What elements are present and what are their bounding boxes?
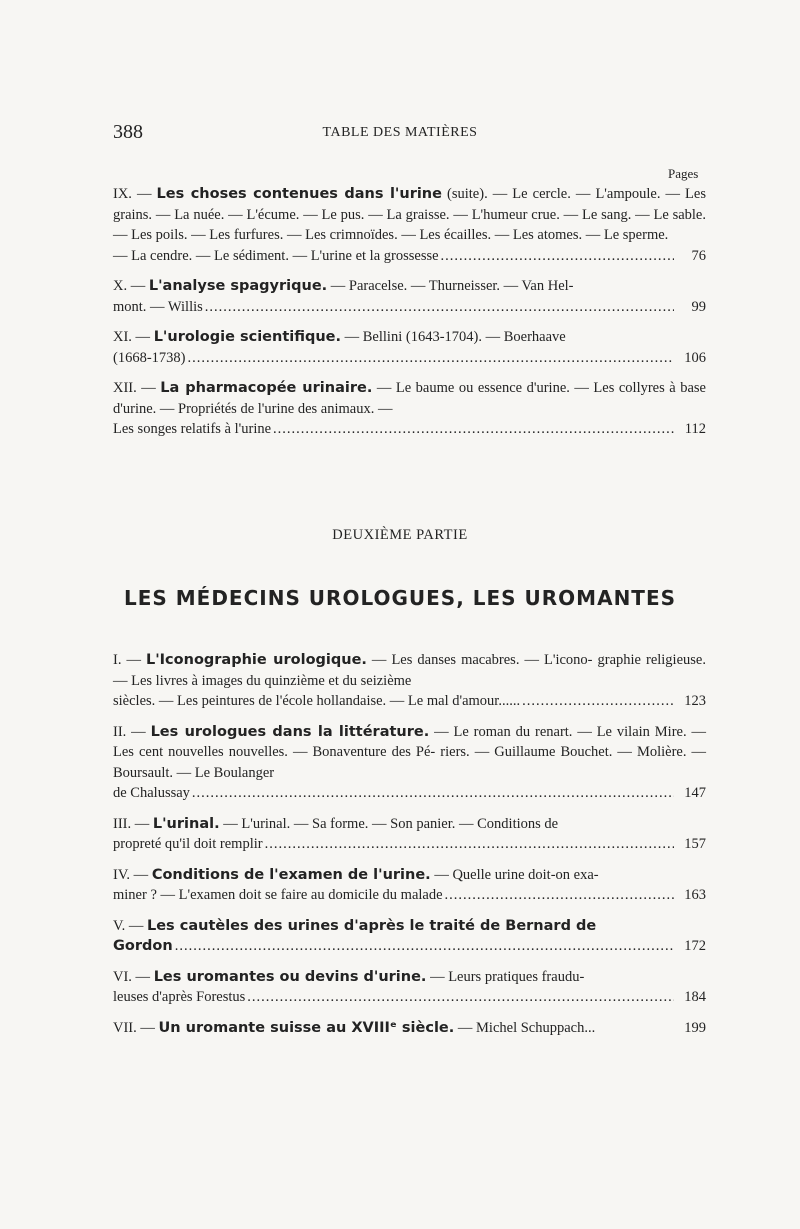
chapter-summary: — Quelle urine doit-on exa- [430,866,599,883]
chapter-summary: — Michel Schuppach... [457,1019,596,1036]
running-title: TABLE DES MATIÈRES [322,125,478,140]
part-title: LES MÉDECINS UROLOGUES, LES UROMANTES [123,586,677,610]
dot-leader [175,936,674,957]
chapter-summary-end: — La cendre. — Le sédiment. — L'urine et la grossesse [113,247,439,264]
chapter-title: L'Iconographie urologique. [145,652,367,668]
chapter-title: L'urinal. [152,815,220,832]
page-ref: 106 [684,349,706,366]
part-label: DEUXIÈME PARTIE [332,527,468,543]
chapter-number: IV. — [113,866,149,883]
page-number: 388 [113,121,143,143]
pages-column-label: Pages [668,166,699,181]
chapter-summary: — Le baume ou essence d'urine. — Les collyres à base d'urine. — Propriétés de l'urine des animaux. — [113,380,706,417]
page-ref: 199 [684,1019,706,1036]
dot-leader [273,419,674,440]
chapter-number: X. — [113,278,146,294]
dot-leader [188,348,675,369]
chapter-number: I. — [113,652,141,668]
chapter-title: L'urologie scientifique. [153,329,342,345]
toc-entry-vi[interactable] [113,967,706,1008]
dot-leader [265,834,674,855]
toc-part-one-continued [113,184,706,440]
chapter-summary-end: leuses d'après Forestus [113,989,246,1005]
chapter-summary: — Le roman du renart. — Le vilain Mire. — Les cent nouvelles nouvelles. — Bonaventure des Pé- riers. — Guillaume Bouchet. — Molière. — Boursault. — Le Boulanger [113,723,706,781]
toc-part-two [113,650,706,1038]
page-ref: 76 [691,247,706,264]
dot-leader [445,885,674,906]
chapter-title-end: Gordon [113,938,173,954]
page-ref: 112 [684,421,706,437]
chapter-title: Les cautèles des urines d'après le traité de Bernard de [146,917,597,934]
chapter-summary-end: miner ? — L'examen doit se faire au domicile du malade [113,887,443,903]
toc-entry-i[interactable] [113,650,706,712]
chapter-title: Les choses contenues dans l'urine [156,186,442,202]
chapter-number: V. — [113,917,144,934]
dot-leader [441,246,674,267]
toc-entry-iv[interactable] [113,865,706,906]
page-ref: 163 [684,887,706,903]
chapter-number: XII. — [113,380,156,396]
toc-entry-xii[interactable] [113,378,706,440]
chapter-number: IX. — [113,186,152,202]
toc-entry-iii[interactable] [113,814,706,855]
dot-leader [205,297,674,318]
chapter-number: II. — [113,723,146,740]
chapter-summary-end: propreté qu'il doit remplir [113,836,263,852]
page-ref: 99 [691,298,706,315]
page-ref: 147 [684,785,706,801]
page-ref: 184 [684,989,706,1005]
toc-entry-ii[interactable] [113,722,706,804]
chapter-number: XI. — [113,329,151,345]
chapter-summary: — Les danses macabres. — L'icono- graphie religieuse. — Les livres à images du quinzième et du seizième [113,652,706,689]
chapter-summary-end: mont. — Willis [113,298,203,315]
toc-entry-vii[interactable] [113,1018,706,1039]
chapter-summary-end: (1668-1738) [113,349,186,366]
chapter-summary: — Leurs pratiques fraudu- [426,968,585,985]
chapter-summary: — L'urinal. — Sa forme. — Son panier. — Conditions de [219,815,559,832]
chapter-number: III. — [113,815,150,832]
chapter-summary-end: siècles. — Les peintures de l'école hollandaise. — Le mal d'amour...... [113,693,521,709]
chapter-summary: (suite). — Le cercle. — L'ampoule. — Les grains. — La nuée. — L'écume. — Le pus. — La graisse. — L'humeur crue. — Le sang. — Le sable. — Les poils. — Les furfures. — Les crimnoïdes. — Les écailles. — Les atomes. — Le sperme. [113,186,706,243]
chapter-title: Les uromantes ou devins d'urine. [153,968,427,985]
page-ref: 157 [684,836,706,852]
dot-leader [247,987,674,1008]
toc-entry-xi[interactable] [113,327,706,368]
dot-leader [522,691,674,712]
dot-leader [192,783,674,804]
chapter-title: Conditions de l'examen de l'urine. [151,866,431,883]
chapter-title: La pharmacopée urinaire. [160,380,373,396]
chapter-title: Les urologues dans la littérature. [150,723,430,740]
chapter-summary-end: Les songes relatifs à l'urine [113,421,272,437]
toc-entry-v[interactable] [113,916,706,957]
page-ref: 172 [684,938,706,954]
toc-entry-x[interactable] [113,276,706,317]
chapter-title: L'analyse spagyrique. [148,278,328,294]
chapter-number: VI. — [113,968,151,985]
chapter-summary-end: de Chalussay [113,785,190,801]
chapter-title: Un uromante suisse au XVIIIᵉ siècle. [158,1019,455,1036]
page-ref: 123 [684,693,706,709]
toc-entry-ix[interactable] [113,184,706,266]
chapter-summary: — Paracelse. — Thurneisser. — Van Hel- [327,278,574,294]
chapter-summary: — Bellini (1643-1704). — Boerhaave [341,329,566,345]
chapter-number: VII. — [113,1019,155,1036]
